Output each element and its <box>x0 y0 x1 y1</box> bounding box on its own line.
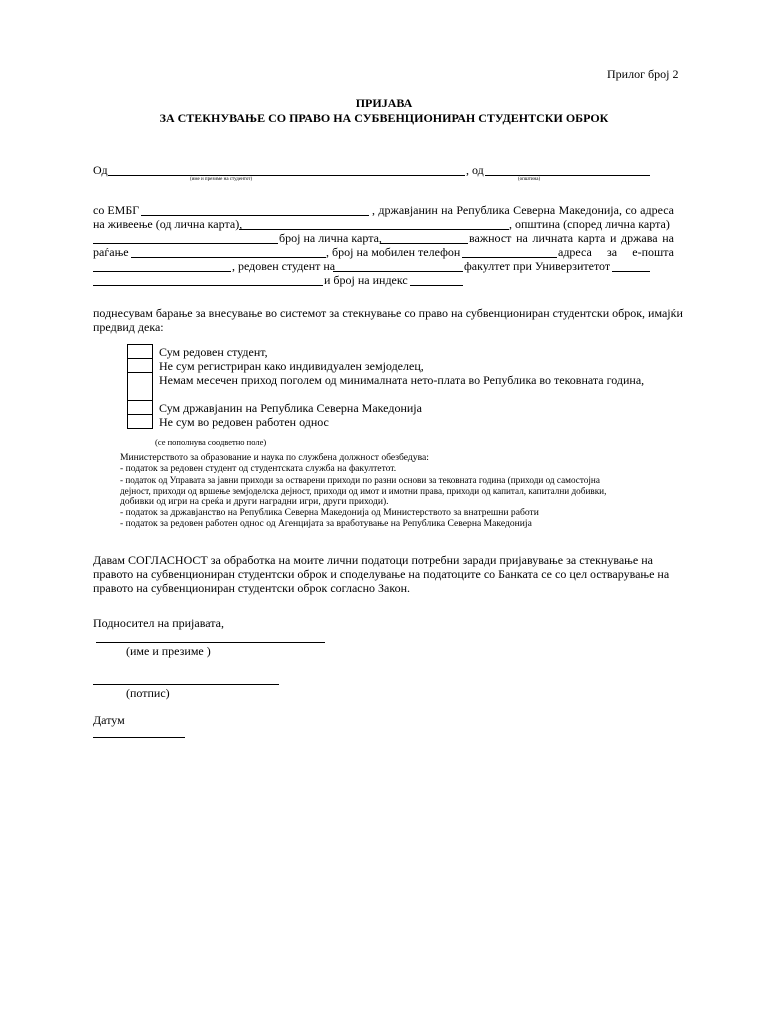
submitter-name-field[interactable] <box>96 642 325 643</box>
birth-label: раѓање <box>93 245 129 259</box>
mobile-label: , број на мобилен телефон <box>326 245 461 259</box>
submitter-name-hint: (име и презиме ) <box>126 644 211 658</box>
email-field[interactable] <box>93 271 231 272</box>
ministry-line: - податок за редовен студент од студентската служба на факултетот. <box>120 463 397 474</box>
ministry-line: Министерството за образование и наука по службена должност обезбедува: <box>120 452 429 463</box>
submitter-label: Подносител на пријавата, <box>93 616 224 630</box>
university-field-continued[interactable] <box>93 285 323 286</box>
signature-hint: (потпис) <box>126 686 170 700</box>
mobile-field[interactable] <box>462 257 557 258</box>
ministry-line: - податок за редовен работен однос од Агенцијата за вработување на Република Северна Македонија <box>120 518 532 529</box>
residence-label: на живеење (од лична карта), <box>93 217 243 231</box>
signature-field[interactable] <box>93 684 279 685</box>
student-name-field[interactable] <box>108 175 465 176</box>
ministry-line: дејност, приходи од вршење земјоделска дејност, приходи од имот и имотни права, приходи од капитал, капитални добивки, <box>120 486 607 496</box>
ministry-line: - податок за државјанство на Република Северна Македонија од Министерството за внатрешни работи <box>120 507 539 518</box>
municipality-hint: (општина) <box>518 177 541 182</box>
validity-birth-field[interactable] <box>131 257 326 258</box>
form-title: ПРИЈАВА <box>355 96 413 110</box>
embg-field[interactable] <box>141 215 369 216</box>
citizen-text: , државјанин на Република Северна Македонија, со адреса <box>372 203 674 217</box>
consent-line: правото на субвенциониран студентски оброк и споделување на податоците со Банката се со цел остварување на <box>93 567 670 581</box>
date-field[interactable] <box>93 737 185 738</box>
email-label: адреса за е-пошта <box>558 245 674 259</box>
municipality-field[interactable] <box>485 175 650 176</box>
checkbox-income[interactable] <box>127 372 153 401</box>
embg-label: со ЕМБГ <box>93 203 140 217</box>
checkbox-not-farmer[interactable] <box>127 358 153 373</box>
residence-field-continued[interactable] <box>93 243 278 244</box>
consent-line: правото на субвенциониран студентски оброк согласно Закон. <box>93 581 410 595</box>
date-label: Датум <box>93 713 125 727</box>
checkbox-regular-student[interactable] <box>127 344 153 359</box>
checkbox-citizen[interactable] <box>127 400 153 415</box>
regular-student-label: , редовен студент на <box>232 259 336 273</box>
checkbox-label-citizen: Сум државјанин на Република Северна Македонија <box>159 401 422 415</box>
checkbox-label-regular-student: Сум редовен студент, <box>159 345 268 359</box>
municipality-id-label: , општина (според лична карта) <box>509 217 670 231</box>
university-field[interactable] <box>612 271 650 272</box>
checkbox-note: (се пополнува соодветно поле) <box>155 437 267 447</box>
student-name-hint: (име и презиме на студентот) <box>190 177 253 182</box>
municipality-label: , од <box>466 163 484 177</box>
annex-number: Прилог број 2 <box>607 67 679 81</box>
id-number-label: број на лична карта, <box>279 231 382 245</box>
from-label: Од <box>93 163 108 177</box>
checkbox-label-income: Немам месечен приход поголем од минималната нето-плата во Република во тековната година, <box>159 373 645 387</box>
form-subtitle: ЗА СТЕКНУВАЊЕ СО ПРАВО НА СУБВЕНЦИОНИРАН СТУДЕНТСКИ ОБРОК <box>159 111 609 125</box>
ministry-line: добивки од игри на среќа и други наградни игри, други приходи). <box>120 496 389 507</box>
ministry-line: - податок од Управата за јавни приходи за остварени приходи по разни основи за тековната година (приходи од самостојна <box>120 475 600 485</box>
request-text-line1: поднесувам барање за внесување во системот за стекнување со право на субвенциониран студентски оброк, имајќи <box>93 306 683 320</box>
consent-line: Давам СОГЛАСНОСТ за обработка на моите лични податоци потребни заради пријавување за стекнување на <box>93 553 653 567</box>
faculty-label: факултет при Универзитетот <box>464 259 611 273</box>
request-text-line2: предвид дека: <box>93 320 164 334</box>
index-label: и број на индекс <box>324 273 408 287</box>
faculty-field[interactable] <box>333 271 463 272</box>
id-number-field[interactable] <box>380 243 468 244</box>
checkbox-no-employment[interactable] <box>127 414 153 429</box>
checkbox-label-no-employment: Не сум во редовен работен однос <box>159 415 329 429</box>
index-field[interactable] <box>410 285 463 286</box>
validity-label: важност на личната карта и држава на <box>469 231 674 245</box>
residence-field[interactable] <box>239 229 509 230</box>
checkbox-label-not-farmer: Не сум регистриран како индивидуален земјоделец, <box>159 359 424 373</box>
